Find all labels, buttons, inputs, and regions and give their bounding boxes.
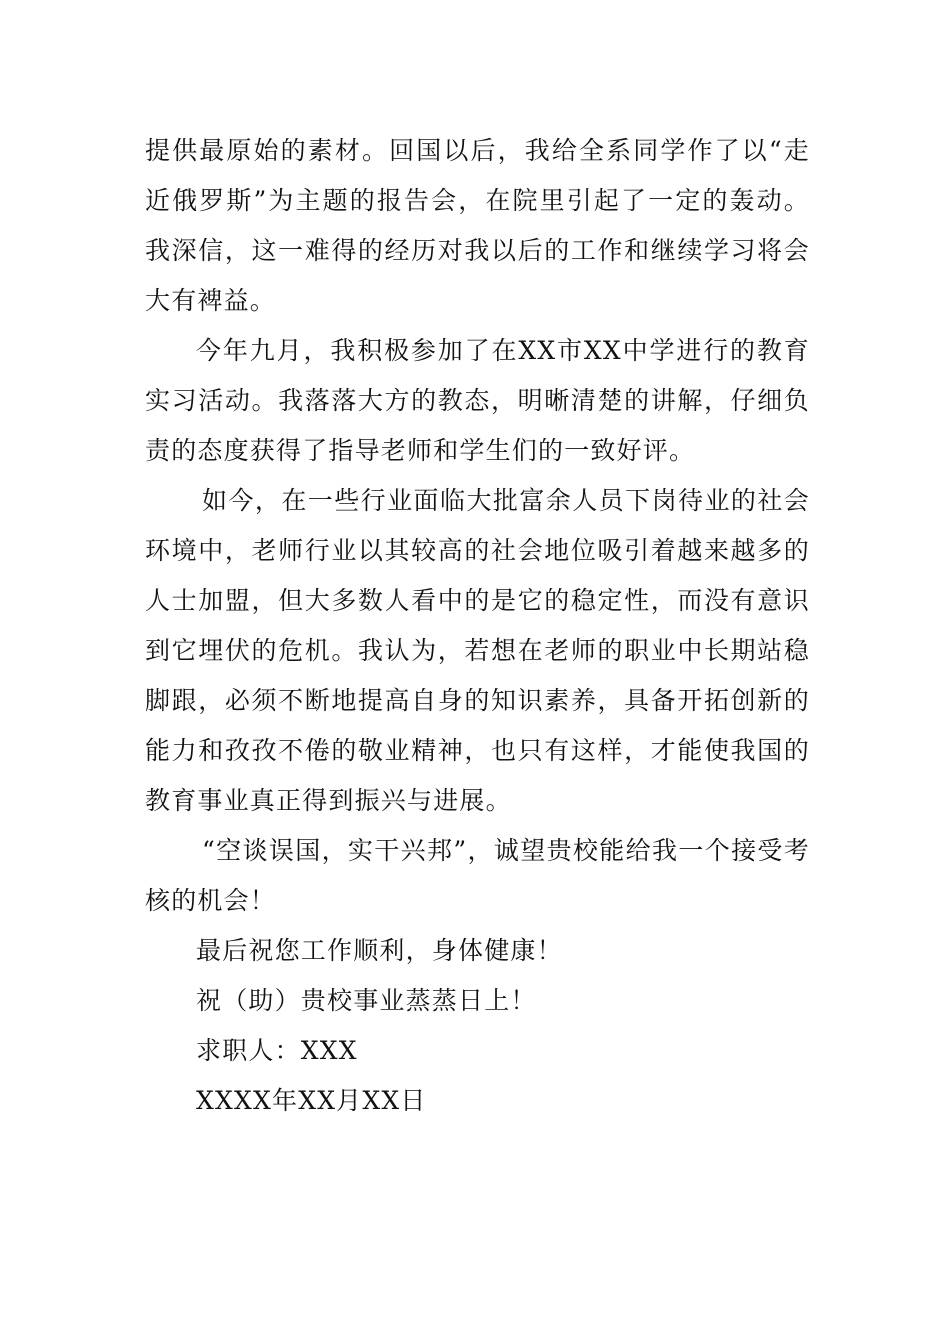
- letter-date: XXXX年XX月XX日: [196, 1086, 427, 1115]
- paragraph-teaching-practice: 今年九月，我积极参加了在XX市XX中学进行的教育实习活动。我落落大方的教态，明晰清楚的讲解，仔细负责的态度获得了指导老师和学生们的一致好评。: [145, 336, 810, 465]
- paragraph-career-view: 如今，在一些行业面临大批富余人员下岗待业的社会环境中，老师行业以其较高的社会地位吸引着越来越多的人士加盟，但大多数人看中的是它的稳定性，而没有意识到它埋伏的危机。我认为，若想在老师的职业中长期站稳脚跟，必须不断地提高自身的知识素养，具备开拓创新的能力和孜孜不倦的敬业精神，也只有这样，才能使我国的教育事业真正得到振兴与进展。: [145, 486, 810, 815]
- paragraph-request: “空谈误国，实干兴邦”，诚望贵校能给我一个接受考核的机会！: [145, 836, 810, 915]
- applicant-signature: 求职人：XXX: [196, 1036, 358, 1065]
- letter-body: [145, 126, 810, 1126]
- closing-wish-school: 祝（助）贵校事业蒸蒸日上！: [196, 986, 537, 1015]
- closing-wish-health: 最后祝您工作顺利，身体健康！: [196, 936, 563, 965]
- paragraph-study-abroad: 提供最原始的素材。回国以后，我给全系同学作了以“走近俄罗斯”为主题的报告会，在院里引起了一定的轰动。我深信，这一难得的经历对我以后的工作和继续学习将会大有裨益。: [145, 136, 810, 315]
